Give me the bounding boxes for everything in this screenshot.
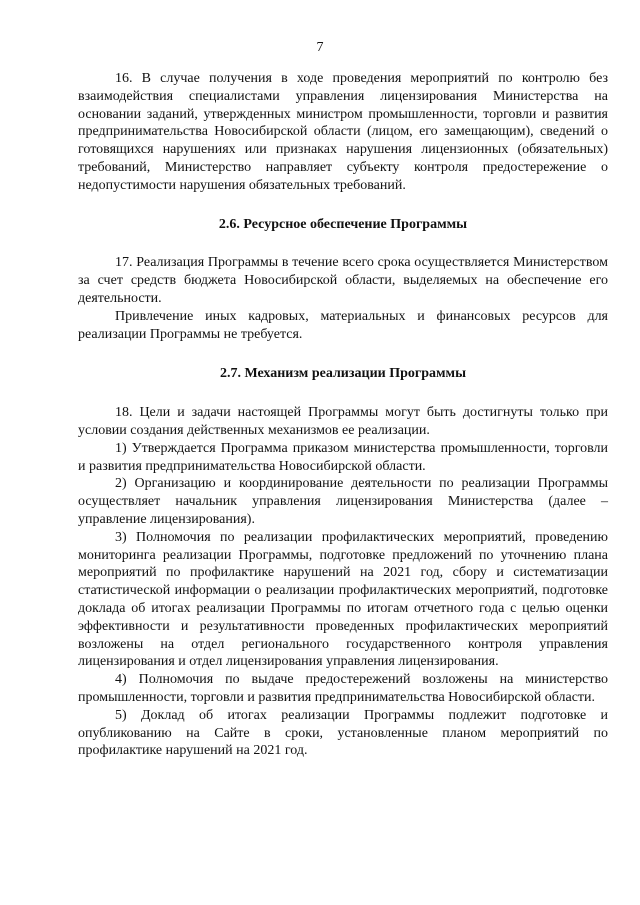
paragraph-17: 17. Реализация Программы в течение всего срока осуществляется Министерством за счет средств бюджета Новосибирской области, выделяемых на обеспечение его деятельности. bbox=[78, 255, 608, 306]
paragraph-18-item-4: 4) Полномочия по выдаче предостережений возложены на министерство промышленности, торговли и развития предпринимательства Новосибирской области. bbox=[78, 672, 608, 705]
paragraph-18-item-1: 1) Утверждается Программа приказом министерства промышленности, торговли и развития предпринимательства Новосибирской области. bbox=[78, 440, 608, 474]
document-body bbox=[78, 70, 608, 760]
paragraph-16: 16. В случае получения в ходе проведения мероприятий по контролю без взаимодействия специалистами управления лицензирования Министерства на основании заданий, утвержденных министром промышленности, торговли и развития предпринимательства Новосибирской области (лицом, его замещающим), сведений о готовящихся нарушениях или признаках нарушения лицензионных (обязательных) требований, Министерство направляет субъекту контроля предостережение о недопустимости нарушения обязательных требований. bbox=[78, 71, 608, 193]
paragraph-18-item-2: 2) Организацию и координирование деятельности по реализации Программы осуществляет начальник управления лицензирования Министерства (далее – управление лицензирования). bbox=[78, 476, 608, 527]
paragraph-18-item-5: 5) Доклад об итогах реализации Программы подлежит подготовке и опубликованию на Сайте в сроки, установленные планом мероприятий по профилактике нарушений на 2021 год. bbox=[78, 707, 608, 759]
section-heading-2-6: 2.6. Ресурсное обеспечение Программы bbox=[218, 216, 468, 232]
section-heading-2-7: 2.7. Механизм реализации Программы bbox=[219, 366, 467, 382]
paragraph-18-item-3: 3) Полномочия по реализации профилактических мероприятий, проведению мониторинга реализации Программы, подготовке предложений по уточнению плана мероприятий по профилактике нарушений на 2021 год, сбору и систематизации статистической информации о реализации профилактических мероприятий, подготовке доклада об итогах реализации Программы по итогам отчетного года с целью оценки эффективности и результативности проведенных профилактических мероприятий возложены на отдел регионального государственного контроля управления лицензирования и отдел лицензирования управления лицензирования. bbox=[78, 529, 608, 670]
paragraph-18: 18. Цели и задачи настоящей Программы могут быть достигнуты только при условии создания действенных механизмов ее реализации. bbox=[78, 405, 608, 438]
paragraph-17-resources: Привлечение иных кадровых, материальных и финансовых ресурсов для реализации Программы не требуется. bbox=[78, 308, 608, 342]
page-number: 7 bbox=[316, 40, 324, 55]
